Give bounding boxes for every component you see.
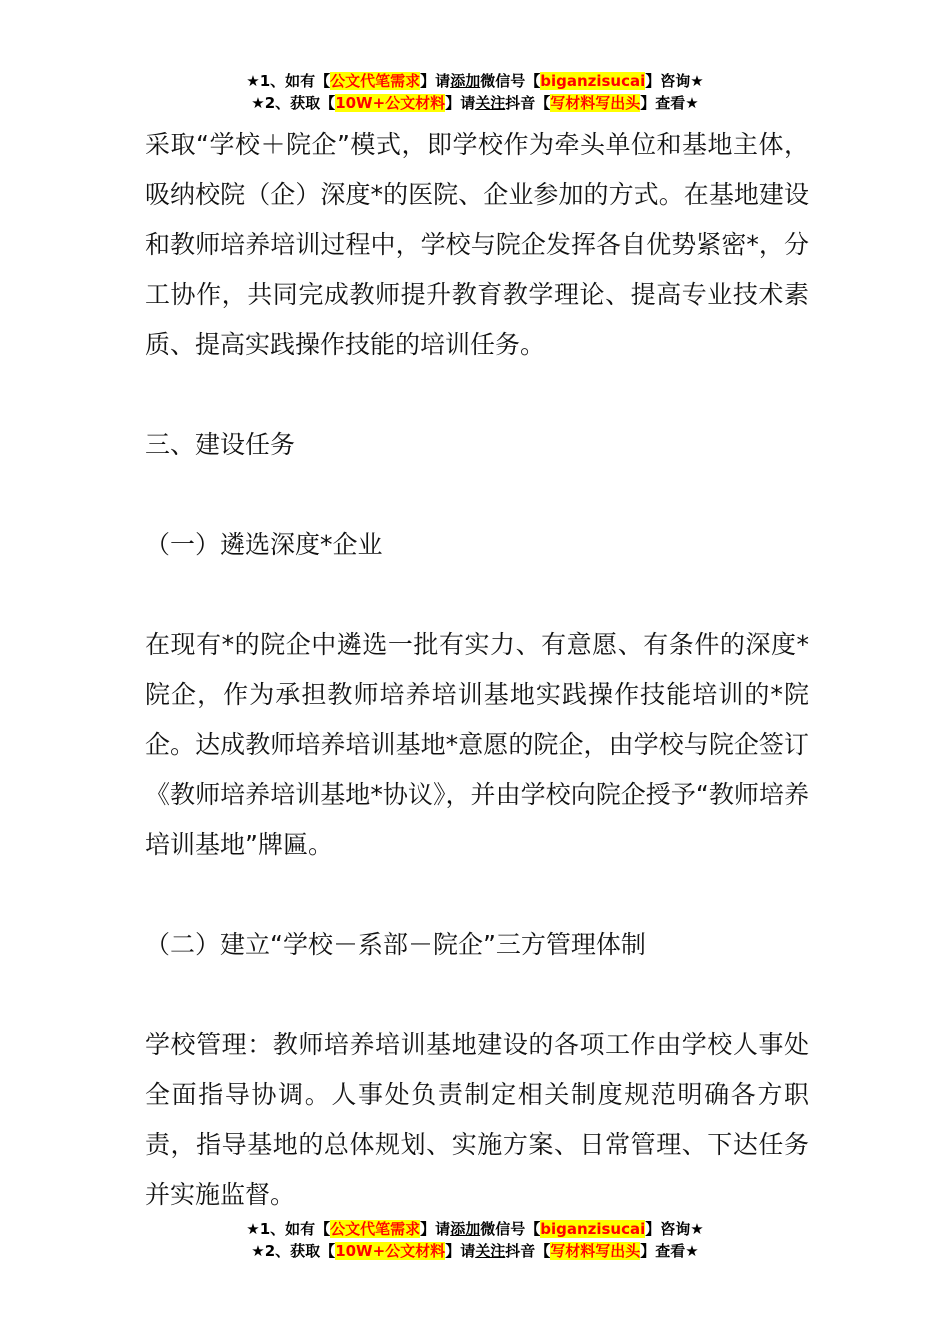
banner-highlight: 写材料写出头 — [550, 94, 641, 112]
banner-highlight: 公文代笔需求 — [330, 72, 421, 90]
paragraph-gap — [145, 870, 809, 920]
subsection-heading: （二）建立“学校－系部－院企”三方管理体制 — [145, 930, 646, 959]
subsection-heading: （一）遴选深度*企业 — [145, 530, 383, 559]
paragraph-gap — [145, 570, 809, 620]
paragraph-gap — [145, 370, 809, 420]
banner-highlight: 写材料写出头 — [550, 1242, 641, 1260]
banner-highlight: biganzisucai — [540, 1220, 646, 1238]
paragraph-gap — [145, 470, 809, 520]
banner-highlight: 10W+公文材料 — [335, 94, 446, 112]
banner-highlight: biganzisucai — [540, 72, 646, 90]
paragraph: 学校管理：教师培养培训基地建设的各项工作由学校人事处全面指导协调。人事处负责制定相关制度规范明确各方职责，指导基地的总体规划、实施方案、日常管理、下达任务并实施监督。 — [145, 1030, 809, 1209]
banner-line-2: ★2、获取【10W+公文材料】请关注抖音【写材料写出头】查看★ — [251, 1242, 699, 1260]
banner-line-1: ★1、如有【公文代笔需求】请添加微信号【biganzisucai】咨询★ — [246, 1220, 704, 1238]
banner-line-2: ★2、获取【10W+公文材料】请关注抖音【写材料写出头】查看★ — [251, 94, 699, 112]
banner-highlight: 10W+公文材料 — [335, 1242, 446, 1260]
section-heading: 三、建设任务 — [145, 430, 296, 459]
paragraph: 采取“学校＋院企”模式，即学校作为牵头单位和基地主体，吸纳校院（企）深度*的医院、企业参加的方式。在基地建设和教师培养培训过程中，学校与院企发挥各自优势紧密*，分工协作，共同完成教师提升教育教学理论、提高专业技术素质、提高实践操作技能的培训任务。 — [145, 130, 809, 359]
banner-highlight: 公文代笔需求 — [330, 1220, 421, 1238]
banner-line-1: ★1、如有【公文代笔需求】请添加微信号【biganzisucai】咨询★ — [246, 72, 704, 90]
paragraph: 在现有*的院企中遴选一批有实力、有意愿、有条件的深度*院企，作为承担教师培养培训基地实践操作技能培训的*院企。达成教师培养培训基地*意愿的院企，由学校与院企签订《教师培养培训基地*协议》，并由学校向院企授予“教师培养培训基地”牌匾。 — [145, 630, 809, 859]
paragraph-gap — [145, 970, 809, 1020]
bottom-banner — [0, 1218, 950, 1262]
top-banner — [0, 70, 950, 114]
document-body — [145, 120, 809, 1220]
